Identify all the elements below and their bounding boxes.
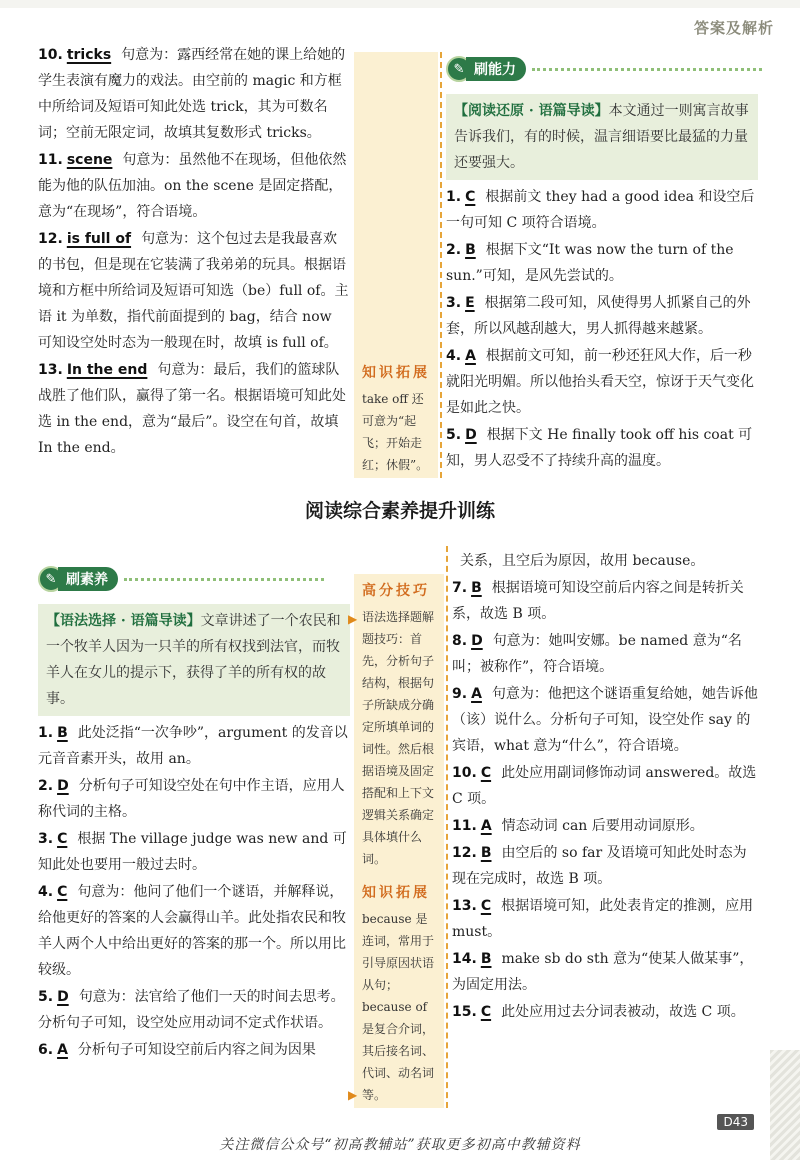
dotted-divider xyxy=(124,578,324,581)
answer: A xyxy=(471,686,482,702)
list-item: 2. B 根据下文“It was now the turn of the sun.”可知，是风先尝试的。 xyxy=(446,242,734,284)
answer: C xyxy=(465,189,476,205)
list-item: 4. C 句意为：他问了他们一个谜语，并解释说，给他更好的答案的人会赢得山羊。此处指农民和牧羊人两个人中给出更好的答案的那一个。所以用比较级。 xyxy=(38,884,346,978)
side-note-title: 知识拓展 xyxy=(362,885,430,901)
list-item: 15. C 此处应用过去分词表被动，故选 C 项。 xyxy=(452,1004,745,1020)
list-item: 4. A 根据前文可知，前一秒还狂风大作，后一秒就阳光明媚。所以他抬头看天空，惊讶于天气变化是如此之快。 xyxy=(446,348,754,416)
page-number: D43 xyxy=(717,1114,754,1130)
answer: C xyxy=(480,1004,492,1020)
list-item: 11. scene 句意为：虽然他不在现场，但他依然能为他的队伍加油。on the scene 是固定搭配，意为“在现场”，符合语境。 xyxy=(38,152,347,220)
list-item: 11. A 情态动词 can 后要用动词原形。 xyxy=(452,818,704,834)
answer: C xyxy=(480,898,492,914)
answer: E xyxy=(465,295,475,311)
top-right-column xyxy=(446,94,758,475)
answer: B xyxy=(57,725,68,741)
side-divider xyxy=(444,546,448,1108)
list-item: 5. D 根据下文 He finally took off his coat 可知，男人忍受不了持续升高的温度。 xyxy=(446,427,753,469)
answer: C xyxy=(57,884,68,900)
list-item: 14. B make sb do sth 意为“使某人做某事”，为固定用法。 xyxy=(452,951,754,993)
answer: is full of xyxy=(66,231,132,247)
list-item: 1. C 根据前文 they had a good idea 和设空后一句可知 C 项符合语境。 xyxy=(446,189,755,231)
answer: C xyxy=(480,765,492,781)
section-badge: ✎ 刷能力 xyxy=(446,56,762,82)
passage-intro: 【语法选择 · 语篇导读】文章讲述了一个农民和一个牧羊人因为一只羊的所有权找到法官，而牧羊人在女儿的提示下，获得了羊的所有权的故事。 xyxy=(38,604,350,716)
answer: In the end xyxy=(66,362,148,378)
side-divider xyxy=(438,52,442,478)
list-item: 3. E 根据第二段可知，风使得男人抓紧自己的外套，所以风越刮越大，男人抓得越来越紧。 xyxy=(446,295,751,337)
list-item: 7. B 根据语境可知设空前后内容之间是转折关系，故选 B 项。 xyxy=(452,580,744,622)
top-left-column xyxy=(38,42,350,462)
side-note-bottom xyxy=(354,574,444,1108)
answer: C xyxy=(57,831,68,847)
bottom-left-column xyxy=(38,604,350,1064)
answer: A xyxy=(57,1042,68,1058)
list-item: 3. C 根据 The village judge was new and 可知此处也要用一般过去时。 xyxy=(38,831,347,873)
side-note-text: take off 还可意为“起飞；开始走红；休假”。 xyxy=(362,392,429,472)
pencil-icon: ✎ xyxy=(446,56,472,82)
answer: A xyxy=(480,818,492,834)
arrow-right-icon: ▶ xyxy=(348,1088,358,1102)
pencil-icon: ✎ xyxy=(38,566,64,592)
list-item: 9. A 句意为：他把这个谜语重复给她，她告诉他（该）说什么。分析句子可知，设空处作 say 的宾语，what 意为“什么”，符合语境。 xyxy=(452,686,758,754)
list-item: 13. In the end 句意为：最后，我们的篮球队战胜了他们队，赢得了第一名。根据语境可知此处选 in the end，意为“最后”。设空在句首，故填 In the end。 xyxy=(38,362,346,456)
side-note-text: 语法选择题解题技巧：首先，分析句子结构，根据句子所缺成分确定所填单词的词性。然后根据语境及固定搭配和上下文逻辑关系确定具体填什么词。 xyxy=(362,610,435,866)
page-header-title: 答案及解析 xyxy=(693,19,774,37)
dotted-divider xyxy=(532,68,762,71)
answer: D xyxy=(465,427,477,443)
passage-intro: 【阅读还原 · 语篇导读】本文通过一则寓言故事告诉我们，有的时候，温言细语要比最猛的力量还要强大。 xyxy=(446,94,758,180)
side-note-title: 知识拓展 xyxy=(362,365,430,381)
answer: B xyxy=(471,580,482,596)
side-note-text: because 是连词，常用于引导原因状语从句；because of 是复合介词，其后接名词、代词、动名词等。 xyxy=(362,912,435,1102)
list-item: 5. D 句意为：法官给了他们一天的时间去思考。分析句子可知，设空处应用动词不定式作状语。 xyxy=(38,989,345,1031)
footer-note: 关注微信公众号“初高教辅站”获取更多初高中教辅资料 xyxy=(219,1137,581,1153)
top-strip xyxy=(0,0,800,8)
section-badge: ✎ 刷素养 xyxy=(38,566,324,592)
answer: D xyxy=(471,633,483,649)
answer: B xyxy=(480,845,492,861)
answer: tricks xyxy=(66,47,112,63)
answer: D xyxy=(57,989,69,1005)
list-item: 2. D 分析句子可知设空处在句中作主语，应用人称代词的主格。 xyxy=(38,778,345,820)
list-item: 8. D 句意为：她叫安娜。be named 意为“名叫；被称作”，符合语境。 xyxy=(452,633,742,675)
list-item: 12. is full of 句意为：这个包过去是我最喜欢的书包，但是现在它装满了我弟弟的玩具。根据语境和方框中所给词及短语可知选（be）full of。主语 it 为单数，指代前面提到的 bag，结合 now 可知设空处时态为一般现在时，故填 is full of。 xyxy=(38,231,349,351)
list-item: 6. A 分析句子可知设空前后内容之间为因果 xyxy=(38,1042,316,1058)
list-item: 13. C 根据语境可知，此处表肯定的推测，应用 must。 xyxy=(452,898,754,940)
side-note-top xyxy=(354,52,438,478)
answer: B xyxy=(480,951,492,967)
list-item: 12. B 由空后的 so far 及语境可知此处时态为现在完成时，故选 B 项。 xyxy=(452,845,747,887)
arrow-right-icon: ▶ xyxy=(348,612,358,626)
list-item: 1. B 此处泛指“一次争吵”，argument 的发音以元音音素开头，故用 an。 xyxy=(38,725,348,767)
answer: scene xyxy=(66,152,113,168)
section-title: 阅读综合素养提升训练 xyxy=(304,500,495,522)
answer: B xyxy=(465,242,476,258)
continuation-text: 关系，且空后为原因，故用 because。 xyxy=(460,553,705,569)
list-item: 10. tricks 句意为：露西经常在她的课上给她的学生表演有魔力的戏法。由空前的 magic 和方框中所给词及短语可知此处选 trick，其为可数名词；空前无限定词，故填其复数形式 tricks。 xyxy=(38,47,346,141)
answer: D xyxy=(57,778,69,794)
answer: A xyxy=(465,348,476,364)
bottom-right-column xyxy=(452,548,760,1026)
side-note-title: 高分技巧 xyxy=(362,583,430,599)
list-item: 10. C 此处应用副词修饰动词 answered。故选 C 项。 xyxy=(452,765,757,807)
